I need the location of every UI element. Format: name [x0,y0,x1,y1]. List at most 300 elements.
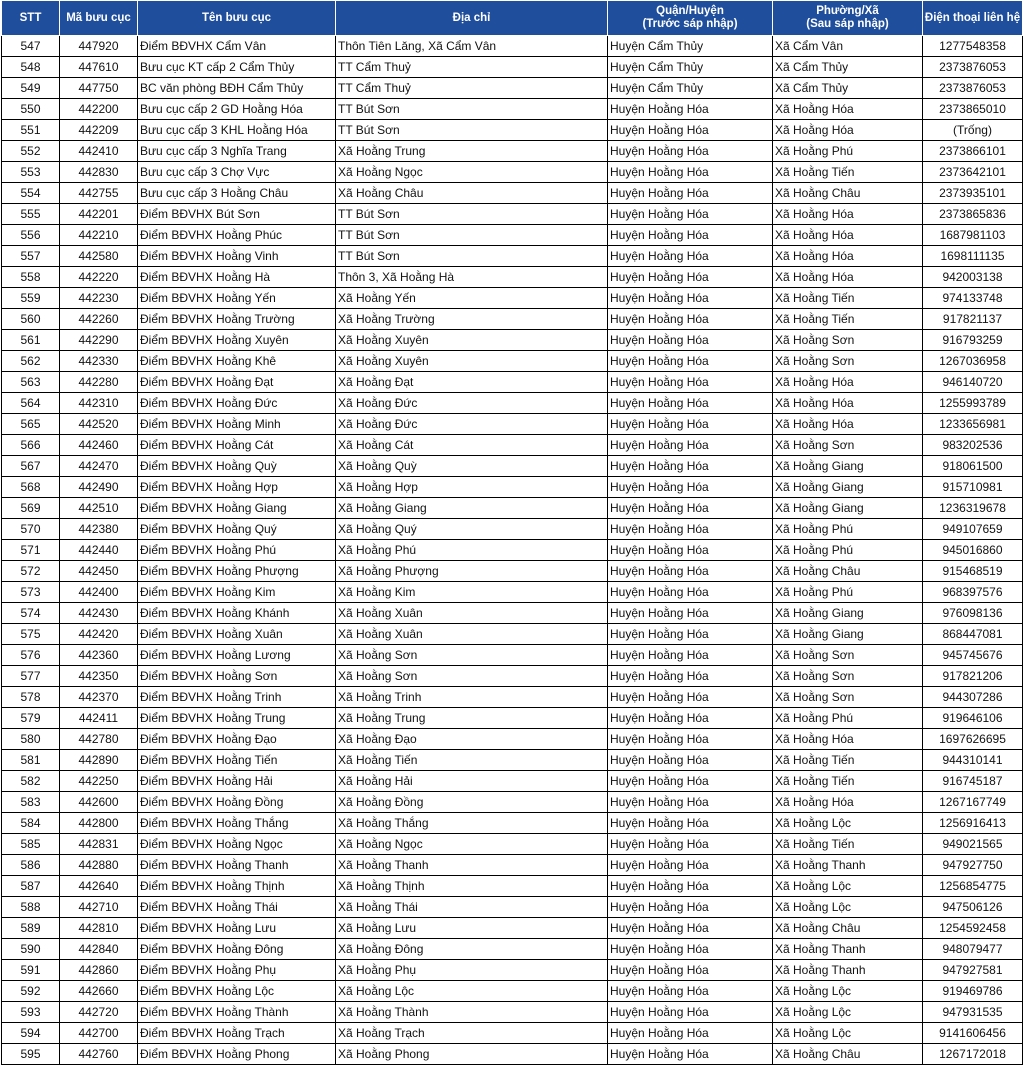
cell-district: Huyện Hoằng Hóa [608,288,773,309]
cell-phone: 1255993789 [923,393,1023,414]
table-row [2,141,1023,162]
cell-ward: Xã Hoằng Hóa [773,99,923,120]
cell-phone: 1254592458 [923,918,1023,939]
table-row [2,876,1023,897]
cell-post-office-name: Điểm BĐVHX Hoằng Hà [138,267,336,288]
cell-stt: 595 [2,1044,60,1065]
cell-phone: 968397576 [923,582,1023,603]
table-row [2,708,1023,729]
cell-post-code: 442210 [60,225,138,246]
cell-phone: 868447081 [923,624,1023,645]
cell-phone: 948079477 [923,939,1023,960]
cell-district: Huyện Hoằng Hóa [608,330,773,351]
table-row [2,120,1023,141]
table-row [2,792,1023,813]
cell-post-office-name: Điểm BĐVHX Hoằng Lưu [138,918,336,939]
header-ward [773,1,923,36]
cell-district: Huyện Hoằng Hóa [608,876,773,897]
cell-stt: 561 [2,330,60,351]
cell-phone: 1233656981 [923,414,1023,435]
cell-address: Xã Hoằng Đức [336,393,608,414]
cell-address: TT Cẩm Thuỷ [336,78,608,99]
cell-ward: Xã Cẩm Thủy [773,57,923,78]
table-row [2,36,1023,57]
cell-stt: 556 [2,225,60,246]
cell-phone: 915468519 [923,561,1023,582]
cell-stt: 573 [2,582,60,603]
cell-post-code: 442230 [60,288,138,309]
table-row [2,960,1023,981]
cell-post-code: 442201 [60,204,138,225]
cell-phone: 9141606456 [923,1023,1023,1044]
cell-ward: Xã Hoằng Sơn [773,645,923,666]
cell-address: Thôn 3, Xã Hoằng Hà [336,267,608,288]
cell-district: Huyện Hoằng Hóa [608,981,773,1002]
table-row [2,561,1023,582]
cell-stt: 563 [2,372,60,393]
cell-ward: Xã Hoằng Lộc [773,876,923,897]
header-post-code: Mã bưu cục [60,1,138,36]
cell-address: Xã Hoằng Trinh [336,687,608,708]
cell-district: Huyện Hoằng Hóa [608,477,773,498]
cell-district: Huyện Hoằng Hóa [608,750,773,771]
cell-ward: Xã Hoằng Tiến [773,162,923,183]
cell-post-office-name: Điểm BĐVHX Hoằng Phú [138,540,336,561]
cell-address: Xã Hoằng Yến [336,288,608,309]
cell-district: Huyện Hoằng Hóa [608,246,773,267]
table-row [2,729,1023,750]
cell-address: Xã Hoằng Đạo [336,729,608,750]
cell-address: Xã Hoằng Trường [336,309,608,330]
cell-stt: 580 [2,729,60,750]
cell-ward: Xã Hoằng Lộc [773,1023,923,1044]
cell-post-office-name: Điểm BĐVHX Hoằng Trường [138,309,336,330]
cell-ward: Xã Hoằng Giang [773,603,923,624]
cell-phone: 2373865010 [923,99,1023,120]
cell-ward: Xã Hoằng Tiến [773,309,923,330]
cell-district: Huyện Hoằng Hóa [608,162,773,183]
header-address: Địa chỉ [336,1,608,36]
cell-stt: 566 [2,435,60,456]
cell-address: Xã Hoằng Lộc [336,981,608,1002]
cell-address: TT Cẩm Thuỷ [336,57,608,78]
table-row [2,456,1023,477]
cell-address: Xã Hoằng Phượng [336,561,608,582]
cell-post-office-name: Điểm BĐVHX Hoằng Thành [138,1002,336,1023]
table-row [2,309,1023,330]
cell-stt: 569 [2,498,60,519]
cell-address: Xã Hoằng Hợp [336,477,608,498]
cell-address: Xã Hoằng Quỳ [336,456,608,477]
cell-post-office-name: Điểm BĐVHX Hoằng Đông [138,939,336,960]
table-row [2,519,1023,540]
cell-address: Xã Hoằng Xuân [336,603,608,624]
table-row [2,246,1023,267]
cell-post-code: 442360 [60,645,138,666]
table-row [2,351,1023,372]
cell-phone: 1256854775 [923,876,1023,897]
cell-stt: 585 [2,834,60,855]
cell-stt: 581 [2,750,60,771]
cell-ward: Xã Hoằng Thanh [773,855,923,876]
table-row [2,1023,1023,1044]
cell-phone: 1277548358 [923,36,1023,57]
table-row [2,498,1023,519]
table-row [2,750,1023,771]
cell-district: Huyện Hoằng Hóa [608,687,773,708]
cell-stt: 558 [2,267,60,288]
cell-phone: 1267036958 [923,351,1023,372]
cell-ward: Xã Hoằng Châu [773,1044,923,1065]
cell-stt: 586 [2,855,60,876]
cell-ward: Xã Hoằng Giang [773,477,923,498]
cell-post-code: 442830 [60,162,138,183]
cell-post-office-name: Điểm BĐVHX Hoằng Khê [138,351,336,372]
table-row [2,225,1023,246]
cell-district: Huyện Cẩm Thủy [608,36,773,57]
cell-post-code: 442810 [60,918,138,939]
cell-district: Huyện Hoằng Hóa [608,393,773,414]
cell-post-office-name: Bưu cục cấp 3 KHL Hoằng Hóa [138,120,336,141]
table-row [2,603,1023,624]
cell-post-code: 442520 [60,414,138,435]
cell-post-code: 442710 [60,897,138,918]
header-stt: STT [2,1,60,36]
cell-phone: 949021565 [923,834,1023,855]
cell-stt: 567 [2,456,60,477]
cell-district: Huyện Hoằng Hóa [608,813,773,834]
cell-post-code: 442860 [60,960,138,981]
cell-stt: 571 [2,540,60,561]
cell-ward: Xã Hoằng Phú [773,582,923,603]
cell-district: Huyện Hoằng Hóa [608,225,773,246]
table-row [2,582,1023,603]
cell-stt: 576 [2,645,60,666]
table-row [2,78,1023,99]
cell-district: Huyện Hoằng Hóa [608,372,773,393]
cell-post-office-name: Điểm BĐVHX Hoằng Yến [138,288,336,309]
header-post-office-name: Tên bưu cục [138,1,336,36]
cell-address: Xã Hoằng Kim [336,582,608,603]
table-row [2,897,1023,918]
cell-address: TT Bút Sơn [336,99,608,120]
cell-address: Xã Hoằng Thái [336,897,608,918]
cell-stt: 554 [2,183,60,204]
cell-district: Huyện Hoằng Hóa [608,267,773,288]
table-row [2,372,1023,393]
cell-address: Xã Hoằng Hải [336,771,608,792]
cell-district: Huyện Hoằng Hóa [608,498,773,519]
cell-ward: Xã Hoằng Châu [773,918,923,939]
cell-post-code: 442410 [60,141,138,162]
cell-post-office-name: Điểm BĐVHX Hoằng Phượng [138,561,336,582]
cell-phone: 1256916413 [923,813,1023,834]
cell-address: Xã Hoằng Giang [336,498,608,519]
cell-district: Huyện Cẩm Thủy [608,78,773,99]
cell-phone: 1698111135 [923,246,1023,267]
cell-phone: 947931535 [923,1002,1023,1023]
cell-ward: Xã Hoằng Hóa [773,393,923,414]
cell-stt: 560 [2,309,60,330]
cell-post-code: 442310 [60,393,138,414]
cell-ward: Xã Hoằng Thanh [773,939,923,960]
cell-district: Huyện Hoằng Hóa [608,960,773,981]
cell-stt: 547 [2,36,60,57]
cell-post-code: 442490 [60,477,138,498]
cell-district: Huyện Hoằng Hóa [608,708,773,729]
cell-ward: Xã Hoằng Châu [773,561,923,582]
cell-address: Xã Hoằng Thanh [336,855,608,876]
cell-ward: Xã Cẩm Vân [773,36,923,57]
cell-stt: 548 [2,57,60,78]
cell-phone: 944310141 [923,750,1023,771]
cell-post-office-name: Bưu cục cấp 3 Chợ Vực [138,162,336,183]
cell-post-code: 442370 [60,687,138,708]
cell-phone: 945016860 [923,540,1023,561]
header-district-note: (Trước sáp nhập) [642,18,738,30]
cell-post-code: 442780 [60,729,138,750]
cell-address: Xã Hoằng Thành [336,1002,608,1023]
cell-ward: Xã Hoằng Hóa [773,246,923,267]
cell-phone: 1267167749 [923,792,1023,813]
cell-post-office-name: Điểm BĐVHX Hoằng Trạch [138,1023,336,1044]
cell-district: Huyện Hoằng Hóa [608,141,773,162]
table-row [2,540,1023,561]
cell-ward: Xã Hoằng Hóa [773,414,923,435]
cell-ward: Xã Hoằng Hóa [773,204,923,225]
cell-phone: 976098136 [923,603,1023,624]
cell-district: Huyện Hoằng Hóa [608,561,773,582]
table-row [2,624,1023,645]
table-row [2,981,1023,1002]
cell-ward: Xã Hoằng Hóa [773,729,923,750]
cell-post-office-name: Điểm BĐVHX Hoằng Đạo [138,729,336,750]
cell-ward: Xã Hoằng Sơn [773,666,923,687]
cell-post-office-name: Điểm BĐVHX Hoằng Phong [138,1044,336,1065]
cell-post-office-name: Bưu cục cấp 3 Hoằng Châu [138,183,336,204]
cell-stt: 587 [2,876,60,897]
header-phone: Điện thoại liên hệ [923,1,1023,36]
cell-stt: 577 [2,666,60,687]
cell-ward: Xã Hoằng Hóa [773,792,923,813]
cell-post-code: 442430 [60,603,138,624]
cell-phone: 974133748 [923,288,1023,309]
cell-phone: 942003138 [923,267,1023,288]
cell-stt: 574 [2,603,60,624]
cell-phone: 949107659 [923,519,1023,540]
cell-district: Huyện Hoằng Hóa [608,204,773,225]
cell-post-office-name: Điểm BĐVHX Bút Sơn [138,204,336,225]
cell-post-code: 442200 [60,99,138,120]
cell-post-office-name: Điểm BĐVHX Hoằng Quỳ [138,456,336,477]
cell-address: TT Bút Sơn [336,204,608,225]
cell-address: Xã Hoằng Cát [336,435,608,456]
cell-address: Xã Hoằng Đức [336,414,608,435]
cell-post-office-name: Điểm BĐVHX Hoằng Tiến [138,750,336,771]
cell-phone: 983202536 [923,435,1023,456]
cell-phone: 944307286 [923,687,1023,708]
cell-post-code: 442209 [60,120,138,141]
cell-ward: Xã Hoằng Giang [773,498,923,519]
cell-post-office-name: Điểm BĐVHX Hoằng Vinh [138,246,336,267]
cell-post-code: 442840 [60,939,138,960]
cell-post-code: 442755 [60,183,138,204]
cell-ward: Xã Hoằng Tiến [773,834,923,855]
cell-stt: 568 [2,477,60,498]
cell-post-code: 442280 [60,372,138,393]
cell-post-code: 442580 [60,246,138,267]
cell-address: Xã Hoằng Trạch [336,1023,608,1044]
cell-ward: Xã Hoằng Sơn [773,351,923,372]
cell-district: Huyện Hoằng Hóa [608,120,773,141]
cell-phone: 2373876053 [923,78,1023,99]
cell-post-office-name: Điểm BĐVHX Hoằng Kim [138,582,336,603]
cell-district: Huyện Hoằng Hóa [608,939,773,960]
cell-post-code: 442880 [60,855,138,876]
cell-stt: 557 [2,246,60,267]
cell-address: Xã Hoằng Phú [336,540,608,561]
cell-phone: 915710981 [923,477,1023,498]
cell-address: Xã Hoằng Quý [336,519,608,540]
table-header-row [2,1,1023,36]
cell-stt: 590 [2,939,60,960]
cell-ward: Xã Hoằng Tiến [773,288,923,309]
table-row [2,57,1023,78]
table-row [2,855,1023,876]
cell-phone: 1236319678 [923,498,1023,519]
table-row [2,477,1023,498]
cell-phone: 1687981103 [923,225,1023,246]
header-ward-title: Phường/Xã [816,5,879,17]
cell-stt: 562 [2,351,60,372]
cell-ward: Xã Hoằng Giang [773,624,923,645]
cell-post-office-name: Điểm BĐVHX Hoằng Phúc [138,225,336,246]
cell-ward: Xã Hoằng Tiến [773,771,923,792]
cell-phone: 945745676 [923,645,1023,666]
cell-stt: 593 [2,1002,60,1023]
cell-post-code: 447610 [60,57,138,78]
cell-district: Huyện Hoằng Hóa [608,729,773,750]
cell-stt: 591 [2,960,60,981]
table-row [2,645,1023,666]
cell-stt: 565 [2,414,60,435]
table-row [2,813,1023,834]
cell-post-office-name: Điểm BĐVHX Hoằng Lương [138,645,336,666]
cell-address: Xã Hoằng Ngọc [336,162,608,183]
table-row [2,162,1023,183]
cell-post-office-name: Điểm BĐVHX Hoằng Sơn [138,666,336,687]
cell-stt: 592 [2,981,60,1002]
cell-ward: Xã Hoằng Giang [773,456,923,477]
cell-phone: 919469786 [923,981,1023,1002]
table-row [2,267,1023,288]
cell-phone: 947927581 [923,960,1023,981]
cell-district: Huyện Hoằng Hóa [608,918,773,939]
cell-post-code: 442260 [60,309,138,330]
cell-district: Huyện Hoằng Hóa [608,519,773,540]
cell-post-code: 442700 [60,1023,138,1044]
cell-stt: 582 [2,771,60,792]
cell-post-code: 442420 [60,624,138,645]
cell-address: Xã Hoằng Đông [336,939,608,960]
cell-district: Huyện Hoằng Hóa [608,666,773,687]
cell-address: TT Bút Sơn [336,246,608,267]
cell-phone: 2373866101 [923,141,1023,162]
cell-ward: Xã Hoằng Lộc [773,1002,923,1023]
table-row [2,771,1023,792]
cell-ward: Xã Hoằng Hóa [773,225,923,246]
cell-phone: 2373865836 [923,204,1023,225]
cell-stt: 552 [2,141,60,162]
cell-address: TT Bút Sơn [336,225,608,246]
cell-address: Xã Hoằng Tiến [336,750,608,771]
cell-post-office-name: Điểm BĐVHX Hoằng Cát [138,435,336,456]
cell-phone: 947927750 [923,855,1023,876]
cell-phone: 917821206 [923,666,1023,687]
cell-phone: 918061500 [923,456,1023,477]
cell-post-code: 442350 [60,666,138,687]
cell-ward: Xã Hoằng Thanh [773,960,923,981]
cell-post-office-name: Bưu cục cấp 3 Nghĩa Trang [138,141,336,162]
cell-district: Huyện Hoằng Hóa [608,897,773,918]
cell-post-office-name: Điểm BĐVHX Hoằng Quý [138,519,336,540]
cell-post-office-name: Bưu cục cấp 2 GD Hoằng Hóa [138,99,336,120]
cell-post-code: 442510 [60,498,138,519]
cell-post-code: 442760 [60,1044,138,1065]
cell-post-office-name: Điểm BĐVHX Hoằng Hải [138,771,336,792]
cell-ward: Xã Hoằng Lộc [773,981,923,1002]
cell-address: Xã Hoằng Sơn [336,645,608,666]
table-row [2,183,1023,204]
cell-post-code: 442411 [60,708,138,729]
table-row [2,834,1023,855]
cell-post-office-name: Điểm BĐVHX Hoằng Thịnh [138,876,336,897]
cell-district: Huyện Hoằng Hóa [608,834,773,855]
cell-ward: Xã Hoằng Hóa [773,372,923,393]
cell-district: Huyện Hoằng Hóa [608,1002,773,1023]
table-row [2,1044,1023,1065]
cell-stt: 578 [2,687,60,708]
cell-stt: 575 [2,624,60,645]
cell-district: Huyện Hoằng Hóa [608,435,773,456]
cell-stt: 549 [2,78,60,99]
cell-district: Huyện Hoằng Hóa [608,582,773,603]
cell-stt: 555 [2,204,60,225]
cell-stt: 572 [2,561,60,582]
cell-post-office-name: Điểm BĐVHX Hoằng Thái [138,897,336,918]
cell-ward: Xã Hoằng Lộc [773,813,923,834]
cell-post-code: 442220 [60,267,138,288]
cell-post-code: 442720 [60,1002,138,1023]
cell-district: Huyện Hoằng Hóa [608,351,773,372]
table-row [2,687,1023,708]
cell-address: Xã Hoằng Phong [336,1044,608,1065]
cell-stt: 551 [2,120,60,141]
cell-address: Thôn Tiên Lăng, Xã Cẩm Vân [336,36,608,57]
cell-address: Xã Hoằng Trung [336,708,608,729]
cell-ward: Xã Hoằng Phú [773,540,923,561]
table-row [2,288,1023,309]
header-district [608,1,773,36]
cell-post-code: 442250 [60,771,138,792]
table-row [2,204,1023,225]
cell-post-office-name: Điểm BĐVHX Hoằng Đức [138,393,336,414]
header-ward-note: (Sau sáp nhập) [806,18,889,30]
cell-post-code: 442460 [60,435,138,456]
cell-post-code: 442600 [60,792,138,813]
cell-post-code: 442640 [60,876,138,897]
table-row [2,1002,1023,1023]
